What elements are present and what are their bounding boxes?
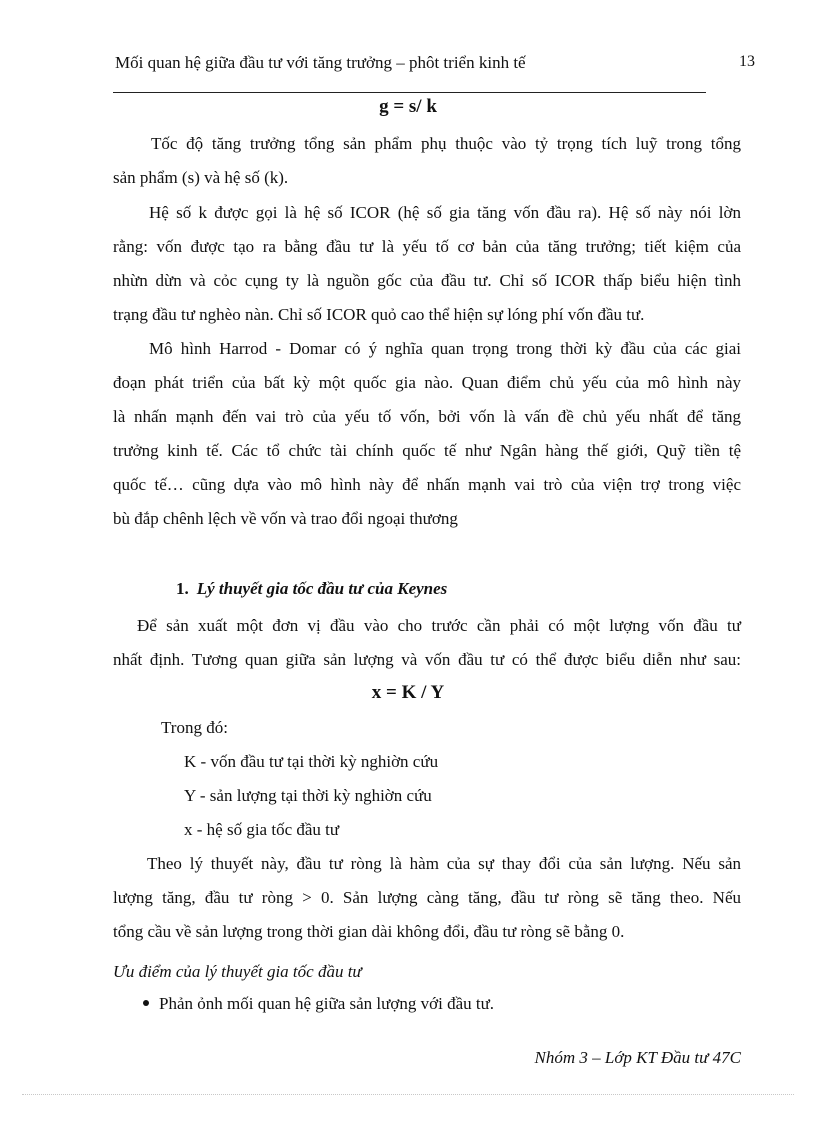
bottom-divider — [22, 1094, 794, 1095]
text-line: rằng: vốn được tạo ra bằng đầu tư là yếu tố cơ bản của tăng trưởng; tiết kiệm của — [113, 237, 741, 256]
paragraph-production — [113, 609, 741, 677]
advantages-heading: Ưu điểm của lý thuyết gia tốc đầu tư — [113, 962, 362, 981]
text-line: đoạn phát triển của bất kỳ một quốc gia nào. Quan điểm chủ yếu của mô hình này — [113, 373, 741, 392]
text-line: Mô hình Harrod - Domar có ý nghĩa quan trọng trong thời kỳ đầu của các giai — [149, 339, 741, 358]
bullet-icon — [143, 1000, 149, 1006]
text-line: bù đắp chênh lệch về vốn và trao đổi ngoại thương — [113, 509, 458, 528]
text-line: tổng cầu về sản lượng trong thời gian dài không đổi, đầu tư ròng sẽ bằng 0. — [113, 922, 625, 941]
section-title: Lý thuyết gia tốc đầu tư của Keynes — [196, 579, 448, 598]
bullet-text: Phản ỏnh mối quan hệ giữa sản lượng với đầu tư. — [159, 994, 495, 1013]
text-line: Để sản xuất một đơn vị đầu vào cho trước cần phải có một lượng vốn đầu tư — [137, 616, 741, 635]
formula-growth: g = s/ k — [379, 96, 437, 117]
paragraph-harrod-domar — [113, 332, 741, 536]
paragraph-growth-rate — [113, 127, 741, 195]
text-line: trạng đầu tư nghèo nàn. Chỉ số ICOR quỏ cao thể hiện sự lóng phí vốn đầu tư. — [113, 305, 645, 324]
text-line: Hệ số k được gọi là hệ số ICOR (hệ số gia tăng vốn đầu ra). Hệ số này nói lờn — [149, 203, 741, 222]
text-line: Theo lý thuyết này, đầu tư ròng là hàm của sự thay đổi của sản lượng. Nếu sản — [147, 854, 741, 873]
definition-y: Y - sản lượng tại thời kỳ nghiờn cứu — [184, 786, 432, 805]
paragraph-icor — [113, 196, 741, 332]
paragraph-theory — [113, 847, 741, 949]
formula-accelerator: x = K / Y — [371, 682, 445, 703]
text-line: trưởng kinh tế. Các tổ chức tài chính quốc tế như Ngân hàng thế giới, Quỹ tiền tệ — [113, 441, 741, 460]
header-divider — [113, 92, 706, 93]
definition-k: K - vốn đầu tư tại thời kỳ nghiờn cứu — [184, 752, 439, 771]
text-line: là nhấn mạnh đến vai trò của yếu tố vốn, bởi vốn là vấn đề chủ yếu nhất để tăng — [113, 407, 741, 426]
text-line: Tốc độ tăng trưởng tổng sản phẩm phụ thuộc vào tỷ trọng tích luỹ trong tổng — [151, 134, 741, 153]
footer-group: Nhóm 3 – Lớp KT Đầu tư 47C — [534, 1048, 741, 1067]
text-line: quốc tế… cũng dựa vào mô hình này để nhấn mạnh vai trò của viện trợ trong việc — [113, 475, 741, 494]
text-line: lượng tăng, đầu tư ròng > 0. Sản lượng càng tăng, đầu tư ròng sẽ tăng theo. Nếu — [113, 888, 741, 907]
definition-x: x - hệ số gia tốc đầu tư — [184, 820, 340, 839]
section-heading — [176, 579, 447, 599]
section-number: 1. — [176, 579, 189, 598]
text-line: sản phẩm (s) và hệ số (k). — [113, 168, 289, 187]
header-title: Mối quan hệ giữa đầu tư với tăng trưởng – phôt triển kinh tế — [115, 53, 526, 72]
bullet-item — [143, 994, 494, 1014]
page-number: 13 — [739, 53, 755, 70]
text-line: nhừn dừn và cỏc cụng ty là nguồn gốc của đầu tư. Chỉ số ICOR thấp biểu hiện tình — [113, 271, 741, 290]
where-label: Trong đó: — [161, 718, 228, 737]
text-line: nhất định. Tương quan giữa sản lượng và vốn đầu tư có thể được biểu diễn như sau: — [113, 650, 741, 669]
